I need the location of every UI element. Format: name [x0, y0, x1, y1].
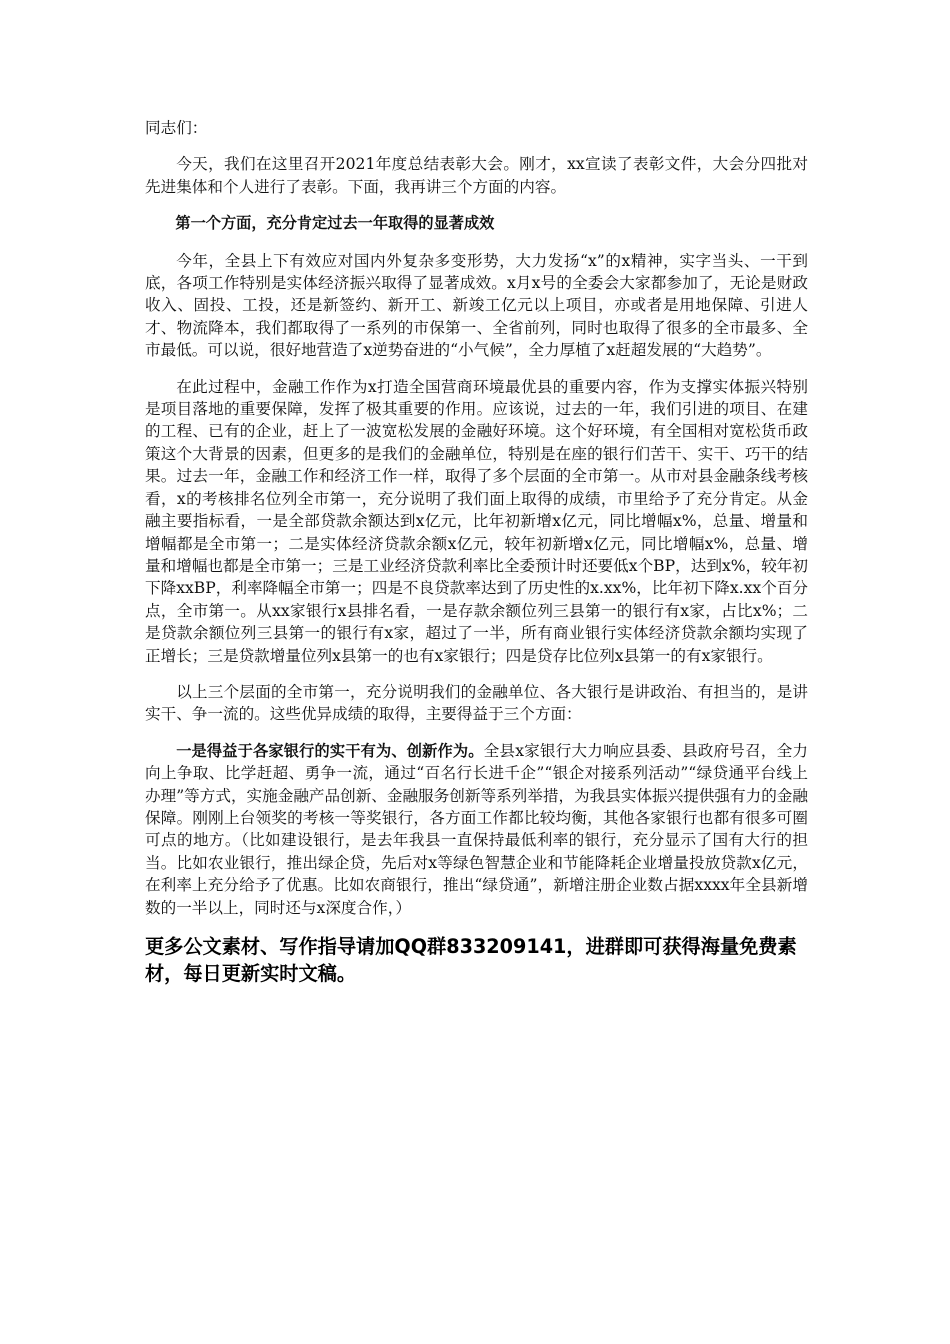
paragraph-banks-lead: 一是得益于各家银行的实干有为、创新作为。: [176, 741, 484, 760]
salutation: 同志们：: [145, 119, 208, 137]
paragraph-banks: [145, 740, 808, 919]
paragraph-banks-body: 全县x家银行大力响应县委、县政府号召，全力向上争取、比学赶超、勇争一流，通过“百名行长进千企”“银企对接系列活动”“绿贷通平台线上办理”等方式，实施金融产品创新、金融服务创新等系列举措，为我县实体振兴提供强有力的金融保障。刚刚上台领奖的考核一等奖银行，各方面工作都比较均衡，其他各家银行也都有很多可圈可点的地方。（比如建设银行，是去年我县一直保持最低利率的银行，充分显示了国有大行的担当。比如农业银行，推出绿企贷，先后对x等绿色智慧企业和节能降耗企业增量投放贷款x亿元，在利率上充分给予了优惠。比如农商银行，推出“绿贷通”，新增注册企业数占据xxxx年全县新增数的一半以上，同时还与x深度合作，）: [145, 741, 809, 917]
paragraph-achievements: 今年，全县上下有效应对国内外复杂多变形势，大力发扬“x”的x精神，实字当头、一干到底，各项工作特别是实体经济振兴取得了显著成效。x月x号的全委会大家都参加了，无论是财政收入、固投、工投，还是新签约、新开工、新竣工亿元以上项目，亦或者是用地保障、引进人才、物流降本，我们都取得了一系列的市保第一、全省前列，同时也取得了很多的全市最多、全市最低。可以说，很好地营造了x逆势奋进的“小气候”，全力厚植了x赶超发展的“大趋势”。: [145, 251, 808, 360]
paragraph-three-aspects: 以上三个层面的全市第一，充分说明我们的金融单位、各大银行是讲政治、有担当的，是讲实干、争一流的。这些优异成绩的取得，主要得益于三个方面：: [145, 682, 808, 724]
intro-paragraph: 今天，我们在这里召开2021年度总结表彰大会。刚才，xx宣读了表彰文件，大会分四批对先进集体和个人进行了表彰。下面，我再讲三个方面的内容。: [145, 155, 808, 196]
paragraph-finance-work: 在此过程中，金融工作作为x打造全国营商环境最优县的重要内容，作为支撑实体振兴特别是项目落地的重要保障，发挥了极其重要的作用。应该说，过去的一年，我们引进的项目、在建的工程、已有的企业，赶上了一波宽松发展的金融好环境。这个好环境，有全国相对宽松货币政策这个大背景的因素，但更多的是我们的金融单位，特别是在座的银行们苦干、实干、巧干的结果。过去一年，金融工作和经济工作一样，取得了多个层面的全市第一。从市对县金融条线考核看，x的考核排名位列全市第一，充分说明了我们面上取得的成绩，市里给予了充分肯定。从金融主要指标看，一是全部贷款余额达到x亿元，比年初新增x亿元，同比增幅x%，总量、增量和增幅都是全市第一；二是实体经济贷款余额x亿元，较年初新增x亿元，同比增幅x%，总量、增量和增幅也都是全市第一；三是工业经济贷款利率比全委预计时还要低x个BP，达到x%，较年初下降xxBP，利率降幅全市第一；四是不良贷款率达到了历史性的x.xx%，比年初下降x.xx个百分点，全市第一。从xx家银行x县排名看，一是存款余额位列三县第一的银行有x家，占比x%；二是贷款余额位列三县第一的银行有x家，超过了一半，所有商业银行实体经济贷款余额均实现了正增长；三是贷款增量位列x县第一的也有x家银行；四是贷存比位列x县第一的有x家银行。: [145, 377, 808, 665]
section-heading-1: 第一个方面，充分肯定过去一年取得的显著成效: [175, 214, 495, 233]
document-body: [145, 117, 808, 987]
promo-advert: 更多公文素材、写作指导请加QQ群833209141，进群即可获得海量免费素材，每日更新实时文稿。: [145, 935, 797, 985]
